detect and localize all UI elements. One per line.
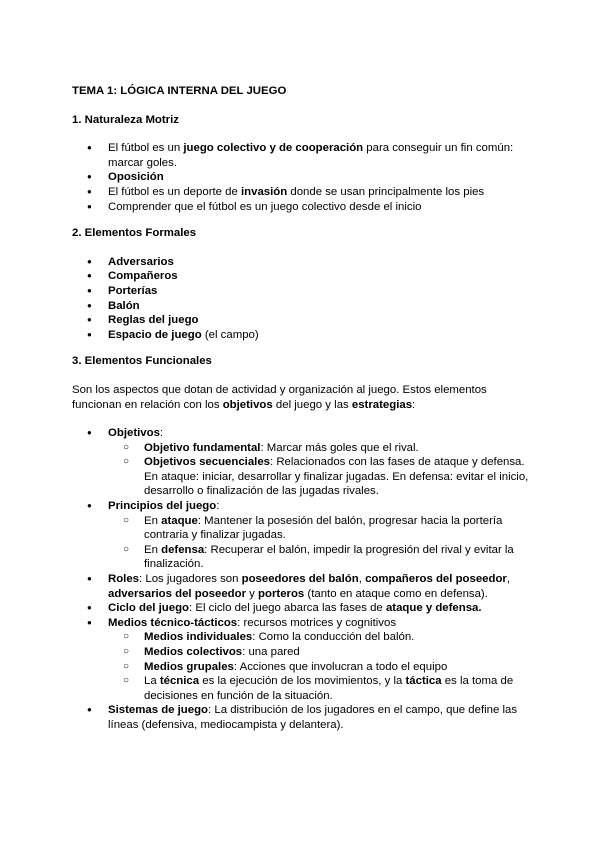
bold-text: Objetivos [108, 427, 160, 440]
list-item [72, 255, 532, 270]
bold-text: Sistemas de juego [108, 704, 209, 717]
bold-text: Porterías [108, 284, 158, 297]
bold-text: Medios grupales [144, 660, 234, 673]
document-content [72, 84, 532, 745]
sub-list-item [108, 674, 532, 703]
text: y [246, 587, 259, 600]
bold-text: Medios colectivos [144, 646, 243, 658]
list-item-sistemas [72, 703, 532, 732]
text: : [216, 500, 220, 513]
list-item [72, 269, 532, 284]
bold-text: poseedores del balón [241, 573, 359, 586]
list-item [72, 185, 532, 200]
objetivos-sublist [108, 441, 532, 499]
text: : Acciones que involucran a todo el equipo [233, 660, 448, 673]
list-item [72, 170, 532, 185]
bold-text: Reglas del juego [108, 314, 199, 327]
bold-text: Espacio de juego [108, 328, 202, 341]
bold-text: adversarios del poseedor [108, 587, 247, 600]
list-item-roles [72, 572, 532, 601]
bold-text: táctica [405, 675, 442, 688]
text: , [506, 573, 511, 586]
sub-list-item [108, 441, 532, 456]
bold-text: Roles [108, 573, 140, 586]
text: : Mantener la posesión del balón, progresar hacia la portería contraria y finalizar jugadas. [144, 514, 503, 542]
intro-paragraph [72, 383, 532, 412]
document-title: TEMA 1: LÓGICA INTERNA DEL JUEGO [72, 85, 287, 97]
sub-list-item [108, 514, 532, 543]
section-heading-naturaleza: 1. Naturaleza Motriz [72, 113, 179, 126]
text: para conseguir un fin común: marcar goles. [108, 142, 514, 169]
section-heading-funcionales: 3. Elementos Funcionales [72, 355, 212, 368]
text: : El ciclo del juego abarca las fases de [189, 602, 386, 615]
text: es la toma de decisiones en función de la situación. [144, 675, 514, 702]
text: , [358, 573, 366, 586]
naturaleza-list [72, 141, 532, 214]
bold-text: juego colectivo y de cooperación [183, 142, 364, 155]
list-item-medios [72, 616, 532, 704]
sub-list-item [108, 543, 532, 572]
list-item-principios [72, 499, 532, 572]
section-heading-formales: 2. Elementos Formales [72, 227, 197, 240]
text: (el campo) [201, 328, 259, 341]
bold-text: Oposición [108, 171, 164, 184]
text: El fútbol es un deporte de [108, 185, 241, 198]
sub-list-item [108, 630, 532, 645]
list-item [72, 284, 532, 299]
text: : recursos motrices y cognitivos [237, 616, 397, 629]
bold-text: Ciclo del juego [108, 602, 190, 615]
text: (tanto en ataque como en defensa). [304, 587, 488, 600]
text: : [159, 427, 164, 440]
bold-text: ataque [161, 514, 198, 527]
bold-text: ataque y defensa. [385, 602, 482, 615]
text: Son los aspectos que dotan de actividad y organización al juego. Estos elementos funcionan en relación con los [72, 383, 487, 411]
list-item-objetivos [72, 426, 532, 499]
funcionales-list [72, 426, 532, 732]
formales-list [72, 255, 532, 343]
sub-list-item [108, 455, 532, 499]
bold-text: Objetivo fundamental [144, 441, 261, 454]
sub-list-item [108, 660, 532, 675]
text: : Recuperar el balón, impedir la progresión del rival y evitar la finalización. [144, 543, 514, 571]
text: : Los jugadores son [139, 573, 242, 586]
bold-text: técnica [159, 675, 200, 688]
sub-list-item [108, 645, 532, 660]
list-item-ciclo [72, 601, 532, 616]
text: del juego y las [272, 398, 352, 411]
text: En [144, 514, 162, 527]
bold-text: Compañeros [108, 270, 178, 283]
medios-sublist [108, 630, 532, 703]
text: Comprender que el fútbol es un juego colectivo desde el inicio [108, 200, 422, 213]
text: La [144, 675, 160, 688]
text: En [144, 543, 162, 556]
text: es la ejecución de los movimientos, y la [199, 675, 406, 688]
text: : [412, 398, 416, 411]
principios-sublist [108, 514, 532, 572]
bold-text: Medios técnico-tácticos [108, 616, 238, 629]
bold-text: porteros [258, 587, 305, 600]
bold-text: Medios individuales [144, 631, 253, 644]
text: : Marcar más goles que el rival. [260, 441, 419, 454]
bold-text: Principios del juego [108, 500, 217, 513]
list-item [72, 141, 532, 170]
bold-text: defensa [161, 543, 205, 556]
text: : una pared [242, 646, 300, 658]
bold-text: Balón [108, 299, 140, 312]
bold-text: objetivos [222, 398, 273, 411]
text: El fútbol es un [108, 142, 184, 155]
bold-text: estrategias [351, 398, 413, 411]
list-item [72, 200, 532, 215]
text: : Relacionados con las fases de ataque y defensa. En ataque: iniciar, desarrollar y finalizar jugadas. En defensa: evitar el inicio, desarrollo o finalización de las jugadas rivales. [144, 456, 529, 498]
text: donde se usan principalmente los pies [287, 185, 485, 198]
bold-text: invasión [240, 185, 288, 198]
bold-text: compañeros del poseedor [365, 573, 507, 586]
text: : La distribución de los jugadores en el campo, que define las líneas (defensiva, mediocampista y delantera). [108, 704, 518, 731]
list-item [72, 299, 532, 314]
bold-text: Adversarios [108, 255, 174, 268]
bold-text: Objetivos secuenciales [144, 456, 270, 469]
list-item [72, 313, 532, 328]
list-item [72, 328, 532, 343]
text: : Como la conducción del balón. [252, 631, 415, 644]
